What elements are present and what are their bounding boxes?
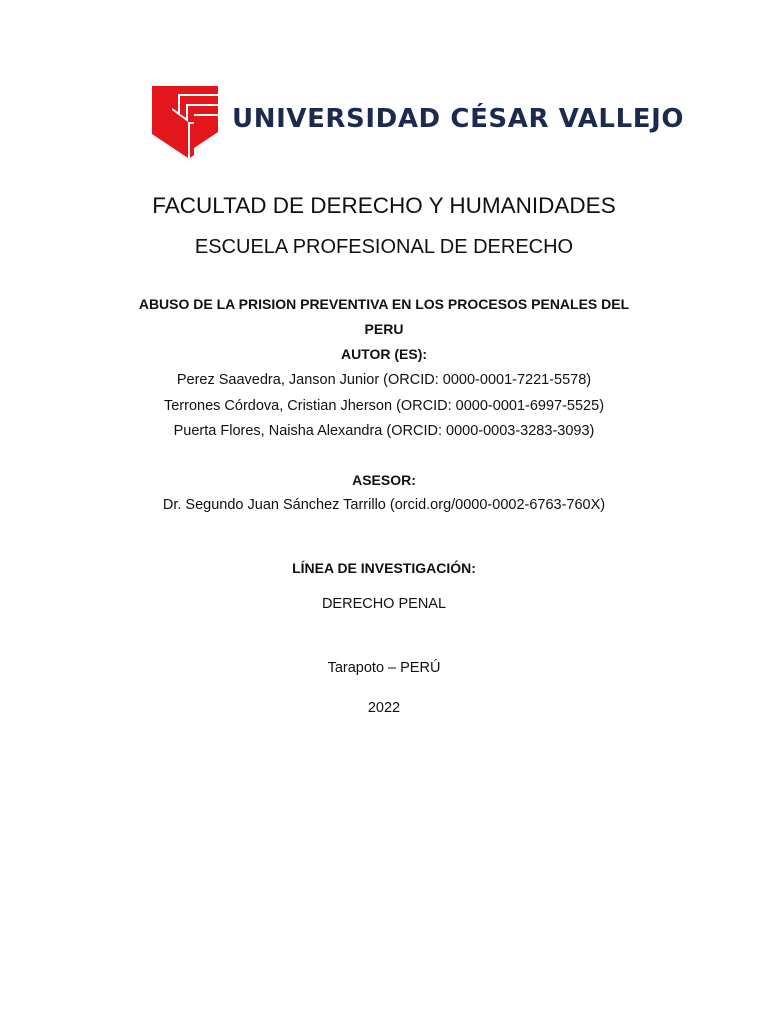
university-logo [152, 82, 685, 160]
research-line-label: LÍNEA DE INVESTIGACIÓN: [292, 560, 476, 576]
author-entry: Puerta Flores, Naisha Alexandra (ORCID: 0000-0003-3283-3093) [173, 423, 595, 439]
advisor-name: Dr. Segundo Juan Sánchez Tarrillo (orcid.org/0000-0002-6763-760X) [162, 497, 606, 513]
thesis-title-line-2: PERU [364, 321, 404, 337]
place-text: Tarapoto – PERÚ [327, 660, 441, 676]
logo-wordmark: UNIVERSIDAD CÉSAR VALLEJO [232, 104, 685, 134]
school-heading: ESCUELA PROFESIONAL DE DERECHO [194, 236, 574, 258]
year-text: 2022 [367, 700, 401, 716]
author-entry: Perez Saavedra, Janson Junior (ORCID: 0000-0001-7221-5578) [176, 372, 592, 388]
research-line-value: DERECHO PENAL [321, 596, 447, 612]
thesis-title-line-1: ABUSO DE LA PRISION PREVENTIVA EN LOS PROCESOS PENALES DEL [138, 296, 630, 312]
advisor-label: ASESOR: [352, 472, 416, 488]
authors-label: AUTOR (ES): [340, 346, 428, 362]
author-entry: Terrones Córdova, Cristian Jherson (ORCID: 0000-0001-6997-5525) [163, 398, 605, 414]
ucv-emblem-icon [152, 82, 222, 160]
faculty-heading: FACULTAD DE DERECHO Y HUMANIDADES [152, 193, 616, 218]
